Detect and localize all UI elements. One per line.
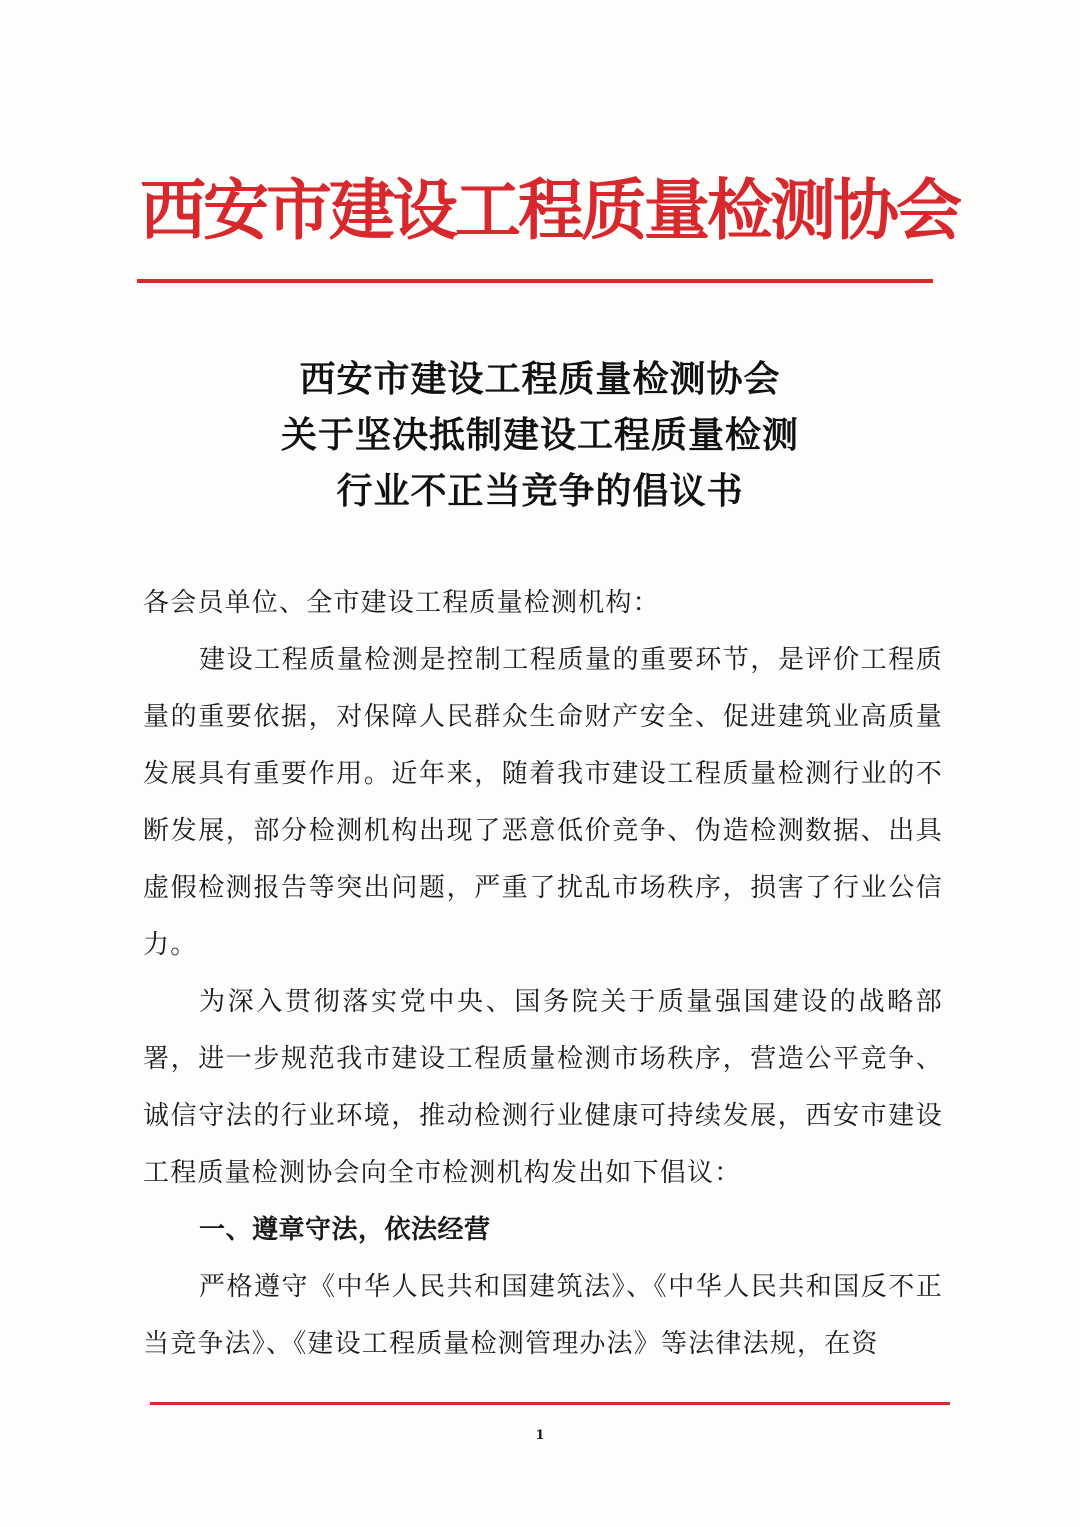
page-number: 1 [535, 1428, 545, 1443]
section-heading-1: 一、遵章守法，依法经营 [199, 1215, 491, 1245]
title-line-2: 关于坚决抵制建设工程质量检测 [280, 415, 799, 456]
document-body [143, 575, 943, 1373]
salutation: 各会员单位、全市建设工程质量检测机构： [143, 588, 660, 618]
letterhead-red-rule [137, 279, 933, 283]
document-title [140, 352, 940, 520]
title-line-1: 西安市建设工程质量检测协会 [299, 359, 781, 400]
section-1-text: 严格遵守《中华人民共和国建筑法》、《中华人民共和国反不正当竞争法》、《建设工程质量检测管理办法》等法律法规，在资 [143, 1272, 943, 1359]
body-paragraph-1: 建设工程质量检测是控制工程质量的重要环节，是评价工程质量的重要依据，对保障人民群众生命财产安全、促进建筑业高质量发展具有重要作用。近年来，随着我市建设工程质量检测行业的不断发展，部分检测机构出现了恶意低价竞争、伪造检测数据、出具虚假检测报告等突出问题，严重了扰乱市场秩序，损害了行业公信力。 [143, 645, 943, 960]
title-line-3: 行业不正当竞争的倡议书 [336, 471, 744, 512]
footer-red-rule [150, 1402, 950, 1405]
letterhead-title: 西安市建设工程质量检测协会 [140, 171, 959, 249]
body-paragraph-2: 为深入贯彻落实党中央、国务院关于质量强国建设的战略部署，进一步规范我市建设工程质量检测市场秩序，营造公平竞争、诚信守法的行业环境，推动检测行业健康可持续发展，西安市建设工程质量检测协会向全市检测机构发出如下倡议： [143, 987, 943, 1188]
